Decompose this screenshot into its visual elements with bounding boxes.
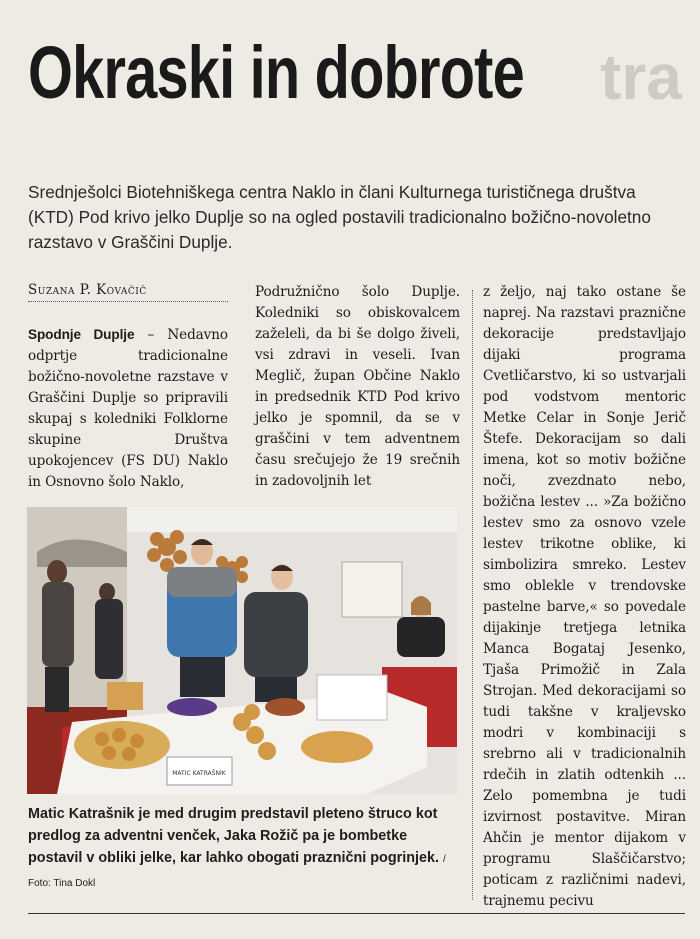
dateline: Spodnje Duplje [28,327,135,342]
caption-text: Matic Katrašnik je med drugim predstavil pleteno štruco kot predlog za adventni venček, Jaka Rožič pa je bombetke postavil v obliki jelke, kar lahko obogati praznični pogrinjek. [28,806,440,866]
column-1 [28,324,228,493]
background-bleed-text: tra [600,41,682,113]
column-1-text: – Nedavno odprtje tradicionalne božično-novoletne razstave v Graščini Duplje so pripravili skupaj s koledniki Folklorne skupine Društva upokojencev (FS DU) Naklo in Osnovno šolo Naklo, [28,327,228,490]
byline-divider [28,301,228,302]
lead-paragraph: Srednješolci Biotehniškega centra Naklo in člani Kulturnega turističnega društva (KTD) Pod krivo jelko Duplje so na ogled postavili tradicionalno božično-novoletno razstavo v Graščini Duplje. [28,182,651,252]
table-name-sign: MATIC KATRAŠNIK [172,770,226,777]
photo-illustration [27,507,457,794]
byline: Suzana P. Kovačič [28,282,147,298]
column-2 [255,282,460,492]
photo-credit: / Foto: Tina Dokl [28,854,446,889]
column-3-text: z željo, naj tako ostane še naprej. Na razstavi praznične dekoracije predstavljajo dijaki programa Cvetličarstvo, ki so ustvarjali pod vodstvom mentoric Metke Celar in Sonje Jerič Štefe. Dekoracijam so dali imena, kot so motiv božične noči, zvezdnato nebo, božična lestev ... »Za božično lestev smo za osnovo vzele lestev trikotne oblike, ki simbolizira smreko. Lestev smo oblekle v trendovske pastelne barve,« so povedale dijakinje tretjega letnika Manca Bogataj Jesenko, Tjaša Primožič in Zala Strojan. Med dekoracijami so tudi takšne v kraljevsko modri v kombinaciji s srebrno ali v tradicionalnih rdečih in zlatih odtenkih ... Zelo pomembna je tudi izvirnost postavitve. Miran Ahčin je mentor dijakom v programu Slaščičarstvo; poticam z različnimi nadevi, trajnemu pecivu [483,284,686,909]
column-divider [472,290,473,900]
column-2-text: Podružnično šolo Duplje. Koledniki so obiskovalcem zaželeli, da bi še dolgo živeli, vsi zdravi in veseli. Ivan Meglič, župan Občine Naklo in predsednik KTD Pod krivo jelko je spomnil, da se v graščini v tem adventnem času srečujejo že 19 srečnih in zadovoljnih let [255,284,460,489]
bottom-rule [28,913,685,914]
column-3 [483,282,686,912]
article-photo [27,507,457,794]
photo-caption [28,803,458,895]
headline: Okraski in dobrote [28,31,524,114]
